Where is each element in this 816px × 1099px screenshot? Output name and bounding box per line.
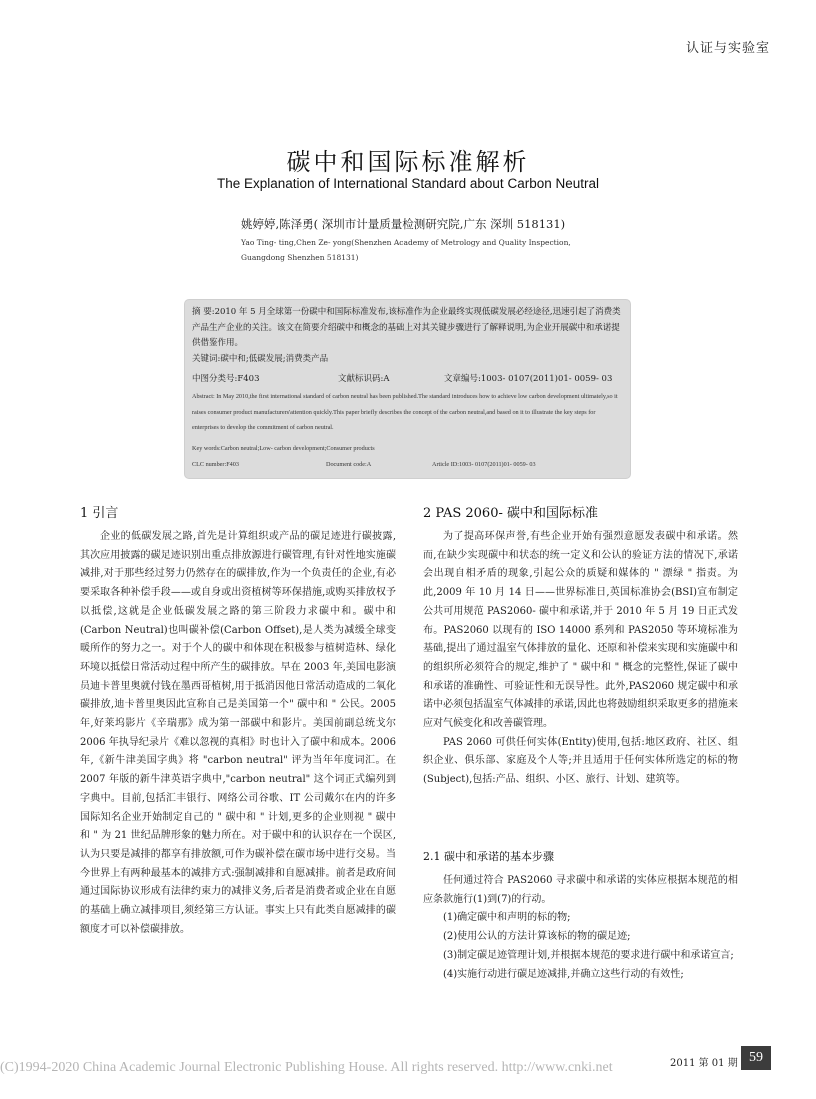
- section-2-heading: 2 PAS 2060- 碳中和国际标准: [423, 506, 598, 521]
- steps-block: [423, 872, 738, 984]
- abstract-cn: 摘 要:2010 年 5 月全球第一份碳中和国际标准发布,该标准作为企业最终实现低碳发展必经途径,迅速引起了消费类产品生产企业的关注。该文在简要介绍碳中和概念的基础上对其关键步骤进行了解释说明,为企业开展碳中和承诺提供借鉴作用。: [192, 307, 621, 348]
- article-title-en: The Explanation of International Standard about Carbon Neutral: [216, 176, 599, 191]
- authors-en: Yao Ting- ting,Chen Ze- yong(Shenzhen Academy of Metrology and Quality Inspection, Guangdong Shenzhen 518131): [241, 238, 571, 262]
- section-1-heading: 1 引言: [80, 506, 119, 521]
- clc-cn: 中图分类号:F403: [192, 374, 260, 384]
- pas-paragraph-1: 为了提高环保声誉,有些企业开始有强烈意愿发表碳中和承诺。然而,在缺少实现碳中和状态的统一定义和公认的验证方法的情况下,承诺会出现自相矛盾的现象,引起公众的质疑和媒体的 " 漂绿 " 指责。为此,2009 年 10 月 14 日——世界标准日,英国标准协会(BSI)宣布制定公共可用规范 PAS2060- 碳中和承诺,并于 2010 年 5 月 19 日正式发布。PAS2060 以现有的 ISO 14000 系列和 PAS2050 等环境标准为基础,提出了通过温室气体排放的量化、还原和补偿来实现和实施碳中和的组织所必须符合的规定,维护了 " 碳中和 " 概念的完整性,保证了碳中和承诺的准确性、可验证性和无误导性。此外,PAS2060 规定碳中和承诺中必须包括温室气体减排的承诺,因此也将鼓励组织采取更多的措施来应对气候变化和改善碳管理。: [423, 531, 738, 730]
- issue-label: 2011 第 01 期: [670, 1058, 738, 1069]
- step-item: (2)使用公认的方法计算该标的物的碳足迹;: [443, 931, 631, 943]
- authors-cn: 姚婷婷,陈泽勇( 深圳市计量质量检测研究院,广东 深圳 518131): [241, 217, 566, 231]
- intro-paragraph: 企业的低碳发展之路,首先是计算组织或产品的碳足迹进行碳披露,其次应用披露的碳足迹识别出重点排放源进行碳管理,有针对性地实施碳减排,对于那些经过努力仍然存在的碳排放,作为一个负责任的企业,有必要采取各种补偿手段——或自身或出资植树等环保措施,或购买排放权予以抵偿,这就是企业低碳发展之路的第三阶段力求碳中和。碳中和(Carbon Neutral)也叫碳补偿(Carbon Offset),是人类为减缓全球变暖所作的努力之一。对于个人的碳中和体现在积极参与植树造林、绿化环境以抵偿日常活动过程中所产生的碳排放。早在 2003 年,美国电影演员迪卡普里奥就付钱在墨西哥植树,用于抵消因他日常活动造成的二氧化碳排放,迪卡普里奥因此宣称自己是美国第一个" 碳中和 " 公民。2005 年,好莱坞影片《辛瑞那》成为第一部碳中和影片。美国前副总统戈尔 2006 年执导纪录片《难以忽视的真相》时也计入了碳中和成本。2006 年,《新牛津美国字典》将 "carbon neutral" 评为当年年度词汇。在 2007 年版的新牛津英语字典中,"carbon neutral" 这个词正式编列到字典中。目前,包括汇丰银行、网络公司谷歌、IT 公司戴尔在内的许多国际知名企业开始制定自己的 " 碳中和 " 计划,更多的企业则视 " 碳中和 " 为 21 世纪品牌形象的魅力所在。对于碳中和的认识存在一个误区,认为只要是减排的都享有排放额,可作为碳补偿在碳市场中进行交易。当今世界上有两种最基本的减排方式:强制减排和自愿减排。前者是政府间通过国际协议形成有法律约束力的减排义务,后者是消费者或企业在自愿的基础上确立减排项目,须经第三方认证。事实上只有此类自愿减排的碳额度才可以补偿碳排放。: [80, 531, 396, 935]
- clc-en: CLC number:F403: [192, 461, 239, 468]
- article-no-cn: 文章编号:1003- 0107(2011)01- 0059- 03: [444, 374, 613, 384]
- right-column: [423, 528, 738, 790]
- keywords-cn: 关键词:碳中和;低碳发展;消费类产品: [192, 354, 329, 364]
- left-column: [80, 528, 396, 939]
- abstract-en: Abstract: In May 2010,the first international standard of carbon neutral has been published.The standard introduces how to achieve low carbon development ultimately,so it raises consumer product manufacturers'attention quickly.This paper briefly describes the concept of the carbon neutral,and based on it to illustrate the key steps for enterprises to develop the commitment of carbon neutral.: [192, 393, 618, 431]
- page-number: 59: [741, 1046, 771, 1070]
- article-title-cn: 碳中和国际标准解析: [286, 148, 530, 176]
- doc-code-cn: 文献标识码:A: [338, 374, 390, 384]
- step-item: (1)确定碳中和声明的标的物;: [443, 912, 571, 924]
- steps-intro: 任何通过符合 PAS2060 寻求碳中和承诺的实体应根据本规范的相应条款施行(1)到(7)的行动。: [423, 875, 738, 905]
- doc-code-en: Document code:A: [326, 461, 372, 468]
- copyright-watermark: (C)1994-2020 China Academic Journal Electronic Publishing House. All rights reserved. http://www.cnki.net: [0, 1060, 613, 1075]
- pas-paragraph-2: PAS 2060 可供任何实体(Entity)使用,包括:地区政府、社区、组织企业、俱乐部、家庭及个人等;并且适用于任何实体所选定的标的物(Subject),包括:产品、组织、小区、旅行、计划、建筑等。: [423, 736, 738, 786]
- running-head: 认证与实验室: [685, 41, 770, 56]
- article-id-en: Article ID:1003- 0107(2011)01- 0059- 03: [432, 461, 536, 468]
- step-item: (3)制定碳足迹管理计划,并根据本规范的要求进行碳中和承诺宣言;: [443, 949, 734, 961]
- step-item: (4)实施行动进行碳足迹减排,并确立这些行动的有效性;: [443, 968, 684, 980]
- keywords-en: Key words:Carbon neutral;Low- carbon development;Consumer products: [192, 445, 375, 452]
- subsection-2-1-heading: 2.1 碳中和承诺的基本步骤: [423, 850, 554, 863]
